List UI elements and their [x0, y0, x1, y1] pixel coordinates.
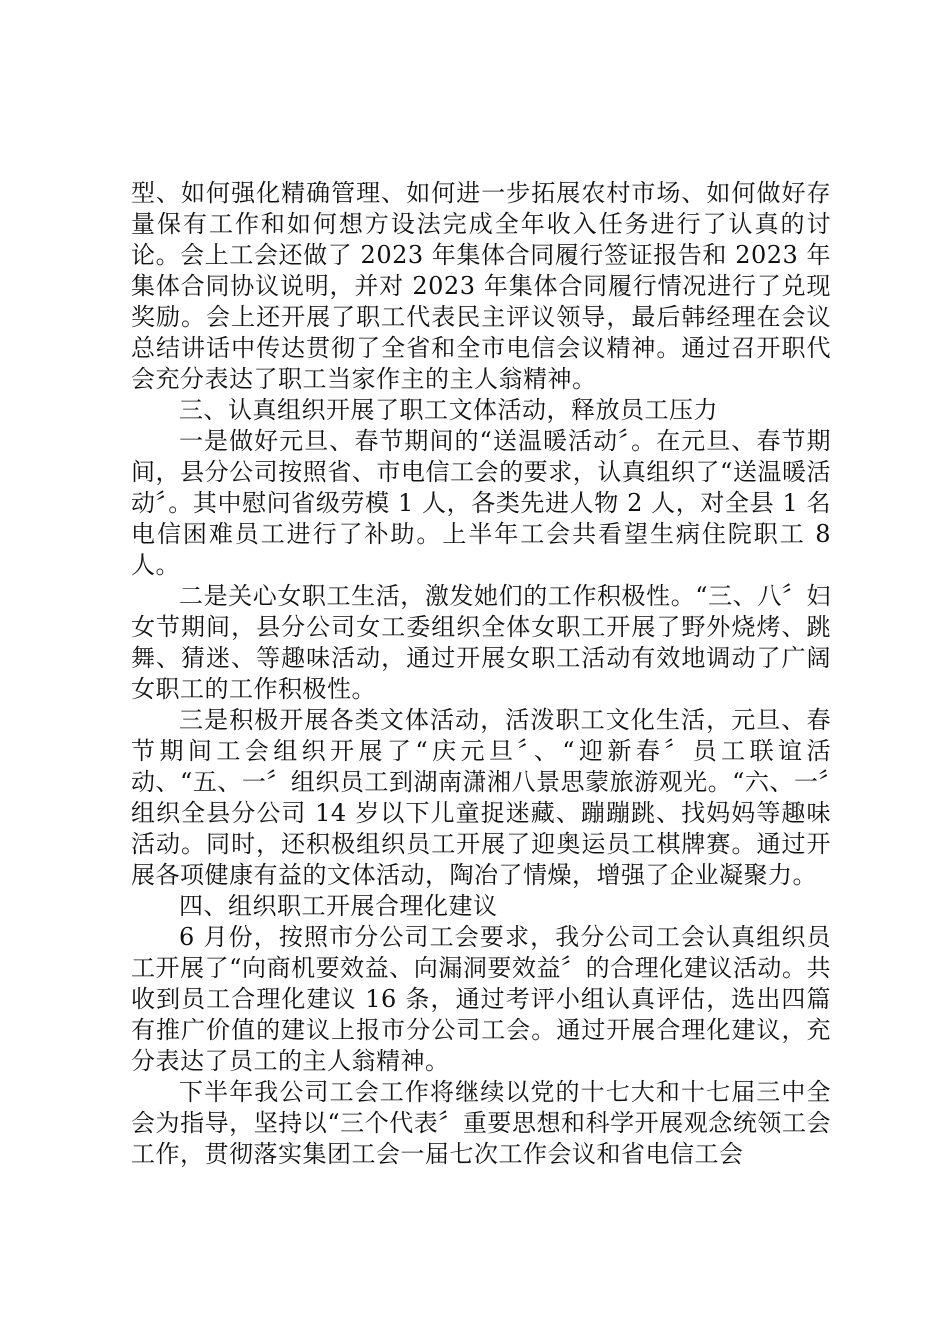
paragraph-cultural-sports: 三是积极开展各类文体活动，活泼职工文化生活，元旦、春节期间工会组织开展了“庆元旦〞、“迎新春〞员工联谊活动、“五、一〞组织员工到湖南潇湘八景思蒙旅游观光。“六、一〞组织全县分公司 14 岁以下儿童捉迷藏、蹦蹦跳、找妈妈等趣味活动。同时，还积极组织员工开展了迎奥运员工棋牌赛。通过开展各项健康有益的文体活动，陶冶了情燥，增强了企业凝聚力。 [131, 706, 831, 889]
section-heading-cultural-activities: 三、认真组织开展了职工文体活动，释放员工压力 [179, 396, 718, 424]
paragraph-warmth-activity: 一是做好元旦、春节期间的“送温暖活动〞。在元旦、春节期间，县分公司按照省、市电信工会的要求，认真组织了“送温暖活动〞。其中慰问省级劳模 1 人，各类先进人物 2 人，对全县 1 名电信困难员工进行了补助。上半年工会共看望生病住院职工 8 人。 [131, 427, 831, 579]
paragraph-meeting-summary: 型、如何强化精确管理、如何进一步拓展农村市场、如何做好存量保有工作和如何想方设法完成全年收入任务进行了认真的讨论。会上工会还做了 2023 年集体合同履行签证报告和 2023 年集体合同协议说明，并对 2023 年集体合同履行情况进行了兑现奖励。会上还开展了职工代表民主评议领导，最后韩经理在会议总结讲话中传达贯彻了全省和全市电信会议精神。通过召开职代会充分表达了职工当家作主的主人翁精神。 [131, 179, 831, 393]
paragraph-rationalization-proposals: 6 月份，按照市分公司工会要求，我分公司工会认真组织员工开展了“向商机要效益、向漏洞要效益〞的合理化建议活动。共收到员工合理化建议 16 条，通过考评小组认真评估，选出四篇有推广价值的建议上报市分公司工会。通过开展合理化建议，充分表达了员工的主人翁精神。 [131, 923, 831, 1075]
section-heading-rationalization: 四、组织职工开展合理化建议 [179, 892, 498, 920]
paragraph-second-half-plan: 下半年我公司工会工作将继续以党的十七大和十七届三中全会为指导，坚持以“三个代表〞重要思想和科学开展观念统领工会工作，贯彻落实集团工会一届七次工作会议和省电信工会 [131, 1078, 831, 1168]
document-page [131, 178, 831, 1170]
paragraph-female-workers: 二是关心女职工生活，激发她们的工作积极性。“三、八〞妇女节期间，县分公司女工委组织全体女职工开展了野外烧烤、跳舞、猜迷、等趣味活动，通过开展女职工活动有效地调动了广阔女职工的工作积极性。 [131, 582, 831, 703]
